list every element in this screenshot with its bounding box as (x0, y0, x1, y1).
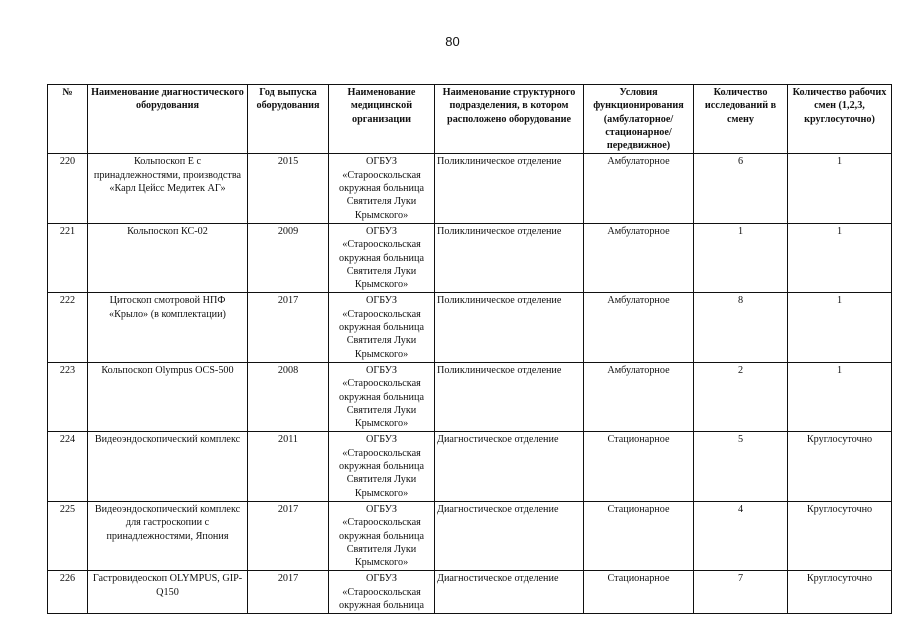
cell-number: 221 (48, 223, 88, 292)
cell-shift-count: Круглосуточно (788, 501, 892, 570)
cell-department: Диагностическое отделение (435, 501, 584, 570)
cell-number: 225 (48, 501, 88, 570)
cell-equipment: Видеоэндоскопический комплекс для гастроскопии с принадлежностями, Япония (88, 501, 248, 570)
cell-department: Диагностическое отделение (435, 571, 584, 614)
cell-operating-mode: Амбулаторное (584, 154, 694, 223)
cell-organization: ОГБУЗ «Старооскольская окружная больница Святителя Луки Крымского» (329, 223, 435, 292)
cell-number: 224 (48, 432, 88, 501)
header-row (48, 85, 892, 154)
cell-exams-per-shift: 8 (694, 293, 788, 362)
cell-equipment: Цитоскоп смотровой НПФ «Крыло» (в комплектации) (88, 293, 248, 362)
cell-department: Поликлиническое отделение (435, 362, 584, 431)
header-number: № (48, 85, 88, 154)
cell-organization: ОГБУЗ «Старооскольская окружная больница Святителя Луки Крымского» (329, 501, 435, 570)
cell-exams-per-shift: 1 (694, 223, 788, 292)
cell-exams-per-shift: 6 (694, 154, 788, 223)
cell-year: 2015 (248, 154, 329, 223)
cell-year: 2008 (248, 362, 329, 431)
cell-equipment: Кольпоскоп Е с принадлежностями, производства «Карл Цейсс Медитек АГ» (88, 154, 248, 223)
table-row (48, 223, 892, 292)
cell-organization: ОГБУЗ «Старооскольская окружная больница Святителя Луки Крымского» (329, 154, 435, 223)
cell-year: 2017 (248, 293, 329, 362)
cell-operating-mode: Стационарное (584, 432, 694, 501)
cell-number: 220 (48, 154, 88, 223)
cell-equipment: Видеоэндоскопический комплекс (88, 432, 248, 501)
cell-operating-mode: Амбулаторное (584, 293, 694, 362)
cell-department: Диагностическое отделение (435, 432, 584, 501)
cell-department: Поликлиническое отделение (435, 154, 584, 223)
cell-organization: ОГБУЗ «Старооскольская окружная больница Святителя Луки Крымского» (329, 293, 435, 362)
header-department: Наименование структурного подразделения, в котором расположено оборудование (435, 85, 584, 154)
cell-exams-per-shift: 5 (694, 432, 788, 501)
equipment-table (47, 84, 892, 614)
cell-year: 2011 (248, 432, 329, 501)
cell-department: Поликлиническое отделение (435, 293, 584, 362)
cell-year: 2009 (248, 223, 329, 292)
cell-year: 2017 (248, 501, 329, 570)
cell-exams-per-shift: 4 (694, 501, 788, 570)
header-exams-per-shift: Количество исследований в смену (694, 85, 788, 154)
cell-operating-mode: Амбулаторное (584, 223, 694, 292)
cell-number: 222 (48, 293, 88, 362)
cell-operating-mode: Стационарное (584, 571, 694, 614)
header-operating-mode: Условия функционирования (амбулаторное/ стационарное/ передвижное) (584, 85, 694, 154)
cell-organization: ОГБУЗ «Старооскольская окружная больница Святителя Луки Крымского» (329, 432, 435, 501)
cell-number: 226 (48, 571, 88, 614)
page-number: 80 (445, 34, 460, 49)
table-row (48, 362, 892, 431)
table-row (48, 501, 892, 570)
cell-equipment: Гастровидеоскоп OLYMPUS, GIP- Q150 (88, 571, 248, 614)
table-row (48, 432, 892, 501)
table-row (48, 293, 892, 362)
cell-shift-count: 1 (788, 154, 892, 223)
header-equipment: Наименование диагностического оборудования (88, 85, 248, 154)
cell-shift-count: 1 (788, 362, 892, 431)
cell-organization: ОГБУЗ «Старооскольская окружная больница (329, 571, 435, 614)
cell-shift-count: Круглосуточно (788, 571, 892, 614)
cell-number: 223 (48, 362, 88, 431)
table-row (48, 571, 892, 614)
cell-department: Поликлиническое отделение (435, 223, 584, 292)
header-organization: Наименование медицинской организации (329, 85, 435, 154)
cell-exams-per-shift: 7 (694, 571, 788, 614)
cell-shift-count: 1 (788, 293, 892, 362)
header-year: Год выпуска оборудования (248, 85, 329, 154)
cell-exams-per-shift: 2 (694, 362, 788, 431)
cell-equipment: Кольпоскоп КС-02 (88, 223, 248, 292)
cell-year: 2017 (248, 571, 329, 614)
cell-organization: ОГБУЗ «Старооскольская окружная больница Святителя Луки Крымского» (329, 362, 435, 431)
cell-operating-mode: Стационарное (584, 501, 694, 570)
cell-shift-count: 1 (788, 223, 892, 292)
header-shift-count: Количество рабочих смен (1,2,3, круглосуточно) (788, 85, 892, 154)
cell-equipment: Кольпоскоп Olympus OCS-500 (88, 362, 248, 431)
cell-operating-mode: Амбулаторное (584, 362, 694, 431)
table-row (48, 154, 892, 223)
cell-shift-count: Круглосуточно (788, 432, 892, 501)
